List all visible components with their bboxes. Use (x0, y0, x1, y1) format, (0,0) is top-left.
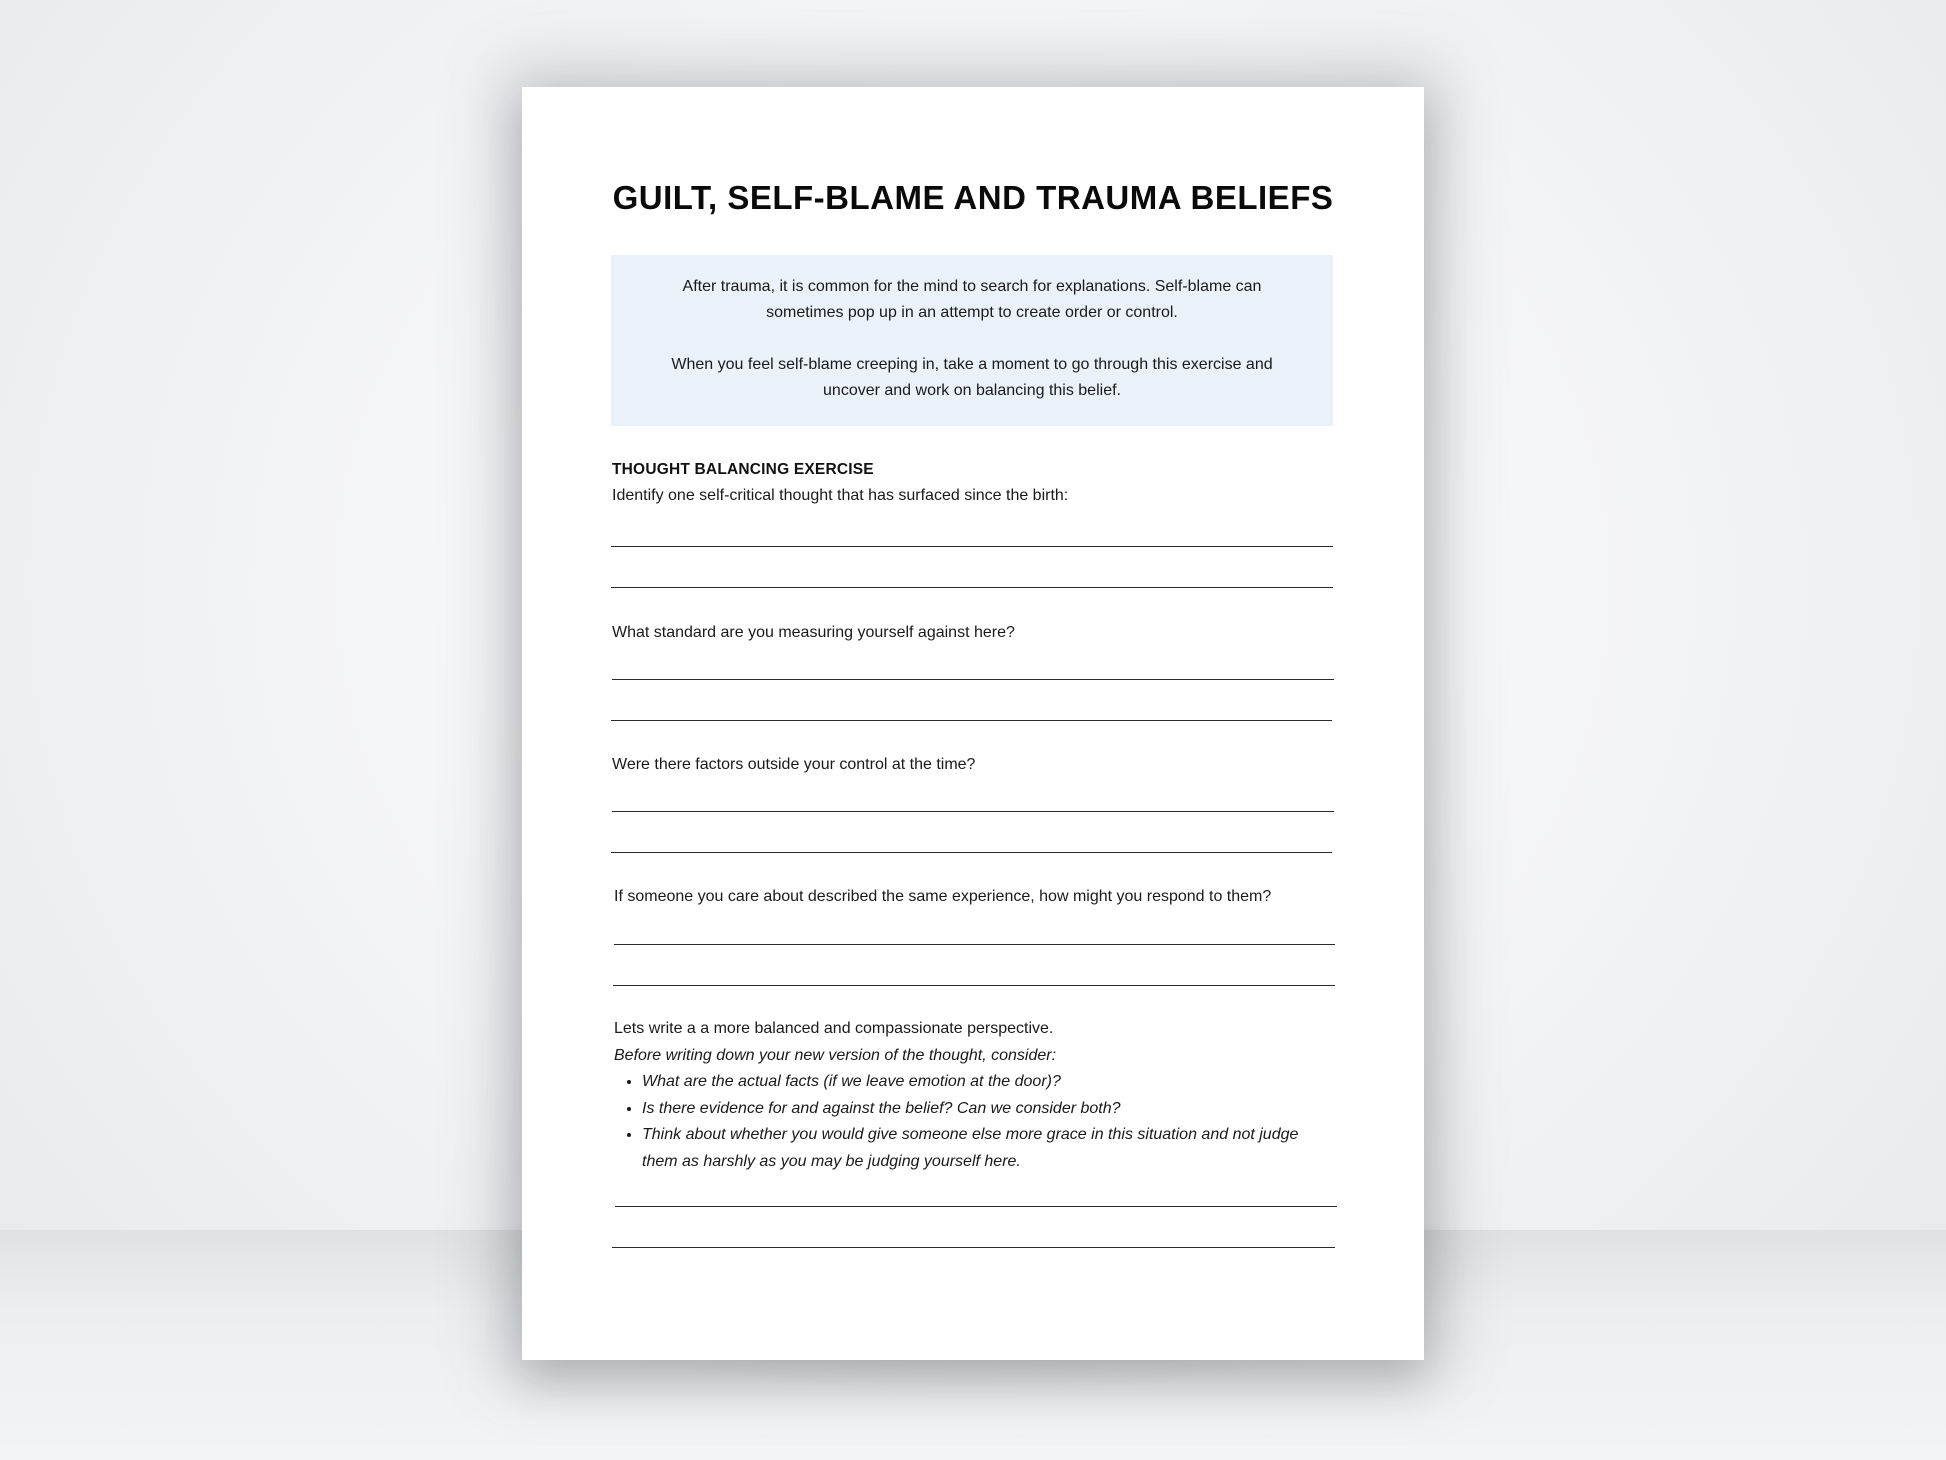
section-heading: THOUGHT BALANCING EXERCISE (612, 461, 874, 478)
worksheet-title: GUILT, SELF-BLAME AND TRAUMA BELIEFS (612, 179, 1334, 216)
question-4-prompt: If someone you care about described the same experience, how might you respond to them? (614, 888, 1272, 905)
question-1-prompt: Identify one self-critical thought that has surfaced since the birth: (612, 487, 1069, 504)
consider-item-evidence: • Is there evidence for and against the belief? Can we consider both? (642, 1096, 1302, 1123)
answer-line-4b[interactable] (613, 985, 1335, 986)
consider-list (614, 1069, 1302, 1175)
question-2-prompt: What standard are you measuring yourself against here? (612, 624, 1015, 641)
answer-line-2a[interactable] (612, 679, 1334, 680)
balanced-lead: Lets write a a more balanced and compassionate perspective. (614, 1020, 1054, 1037)
intro-box (611, 255, 1333, 426)
answer-line-5b[interactable] (612, 1247, 1335, 1248)
consider-item-grace: • Think about whether you would give someone else more grace in this situation and not judge them as harshly as you may be judging yourself here. (642, 1122, 1302, 1175)
answer-line-2b[interactable] (611, 720, 1332, 721)
question-3-prompt: Were there factors outside your control at the time? (612, 756, 976, 773)
intro-paragraph-2: When you feel self-blame creeping in, take a moment to go through this exercise and uncover and work on balancing this belief. (671, 356, 1273, 399)
answer-line-5a[interactable] (615, 1206, 1337, 1207)
consider-item-facts: • What are the actual facts (if we leave emotion at the door)? (642, 1069, 1302, 1096)
intro-paragraph-1: After trauma, it is common for the mind to search for explanations. Self-blame can sometimes pop up in an attempt to create order or control. (682, 278, 1262, 321)
answer-line-3a[interactable] (612, 811, 1334, 812)
balanced-perspective-block (614, 1016, 1302, 1175)
balanced-consider: Before writing down your new version of the thought, consider: (614, 1046, 1057, 1064)
worksheet-page (522, 87, 1424, 1360)
answer-line-1b[interactable] (611, 587, 1333, 588)
answer-line-4a[interactable] (614, 944, 1335, 945)
answer-line-1a[interactable] (611, 546, 1333, 547)
answer-line-3b[interactable] (611, 852, 1332, 853)
